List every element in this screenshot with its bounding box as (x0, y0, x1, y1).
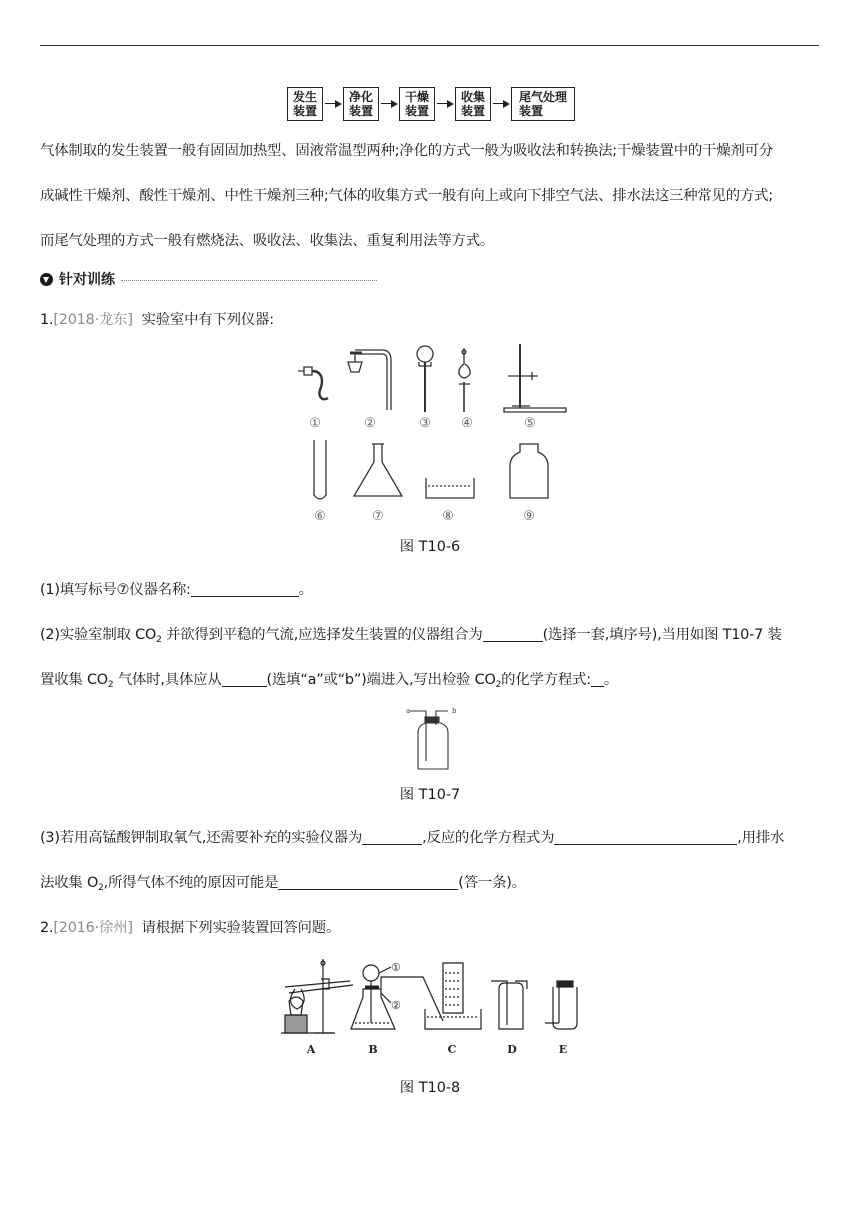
apparatus-3-icon (417, 346, 433, 412)
dotted-leader (121, 280, 377, 281)
figure-label: A (306, 1043, 316, 1056)
question-1-stem (40, 310, 822, 330)
apparatus-4-icon (459, 348, 470, 412)
apparatus-7-icon (354, 444, 402, 496)
flow-box-generation: 发生 装置 (287, 87, 323, 121)
apparatus-label: ② (364, 416, 376, 431)
apparatus-9-icon (510, 444, 548, 498)
flow-box-tail-gas: 尾气处理 装置 (511, 87, 575, 121)
flow-arrow-icon (379, 98, 399, 110)
figure-caption: 图 T10-8 (399, 1080, 461, 1096)
question-1-part-2-line-1: (2)实验室制取 $CO_2$ 并欲得到平稳的气流,应选择发生装置的仪器组合为 (选择一套,填序号),当用如图 T10-7 装 (40, 627, 782, 645)
question-number: 1. (40, 312, 54, 328)
section-heading (40, 269, 377, 289)
section-title: 针对训练 (59, 272, 115, 288)
figure-label: C (447, 1043, 457, 1056)
apparatus-label: ④ (461, 416, 473, 431)
flow-arrow-icon (435, 98, 455, 110)
answer-blank[interactable] (591, 671, 604, 687)
apparatus-label: ⑧ (442, 509, 454, 524)
question-2-stem (40, 918, 822, 938)
apparatus-5-icon (504, 344, 566, 412)
flow-arrow-icon (491, 98, 511, 110)
apparatus-label: ⑥ (314, 509, 326, 524)
intro-line-1: 气体制取的发生装置一般有固固加热型、固液常温型两种;净化的方式一般为吸收法和转换法;干燥装置中的干燥剂可分 (40, 143, 774, 159)
flow-arrow-icon (323, 98, 343, 110)
apparatus-b-icon (351, 961, 443, 1029)
apparatus-6-icon (314, 440, 326, 499)
answer-blank[interactable] (362, 829, 422, 845)
figure-label: E (558, 1043, 568, 1056)
question-1-part-3-line-1: (3)若用高锰酸钾制取氧气,还需要补充的实验仪器为 ,反应的化学方程式为 ,用排水 (40, 830, 785, 846)
question-text: 请根据下列实验装置回答问题。 (141, 920, 341, 936)
triangle-bullet-icon (40, 273, 53, 286)
intro-line-3: 而尾气处理的方式一般有燃烧法、吸收法、收集法、重复利用法等方式。 (40, 233, 495, 249)
question-source: [2016·徐州] (53, 920, 133, 936)
apparatus-a-icon (281, 959, 353, 1033)
answer-blank[interactable] (483, 626, 543, 642)
question-1-part-3-line-2: 法收集 $O_2$,所得气体不纯的原因可能是 (答一条)。 (40, 875, 526, 893)
flow-box-drying: 干燥 装置 (399, 87, 435, 121)
intro-line-2: 成碱性干燥剂、酸性干燥剂、中性干燥剂三种;气体的收集方式一般有向上或向下排空气法、排水法这三种常见的方式; (40, 188, 774, 204)
apparatus-1-icon (298, 367, 328, 399)
figure-caption: 图 T10-7 (399, 787, 461, 803)
svg-text:a: a (406, 707, 411, 715)
answer-blank[interactable] (554, 829, 737, 845)
question-source: [2018·龙东] (53, 312, 133, 328)
apparatus-8-icon (426, 478, 474, 498)
gas-bottle-figure-t10-7 (402, 705, 462, 775)
header-rule (40, 45, 819, 46)
apparatus-figure-t10-6 (282, 340, 582, 525)
figure-label: D (507, 1043, 517, 1056)
question-1-part-2-line-2: 置收集 $CO_2$ 气体时,具体应从 (选填“a”或“b”)端进入,写出检验 $CO_2$的化学方程式: 。 (40, 672, 619, 690)
apparatus-e-icon (545, 981, 577, 1029)
svg-text:②: ② (391, 999, 401, 1012)
question-text: 实验室中有下列仪器: (141, 312, 274, 328)
flow-box-collection: 收集 装置 (455, 87, 491, 121)
process-flow-diagram (287, 85, 575, 123)
question-1-part-1: (1)填写标号⑦仪器名称: 。 (40, 582, 313, 598)
svg-text:b: b (452, 707, 457, 715)
apparatus-label: ⑦ (372, 509, 384, 524)
figure-caption: 图 T10-6 (399, 539, 461, 555)
apparatus-2-icon (348, 350, 391, 410)
apparatus-figure-t10-8 (275, 953, 595, 1063)
answer-blank[interactable] (222, 671, 267, 687)
answer-blank[interactable] (278, 874, 458, 890)
question-number: 2. (40, 920, 54, 936)
answer-blank[interactable] (191, 581, 299, 597)
apparatus-label: ⑤ (524, 416, 536, 431)
apparatus-label: ③ (419, 416, 431, 431)
apparatus-label: ⑨ (523, 509, 535, 524)
apparatus-c-icon (425, 963, 481, 1029)
svg-text:①: ① (391, 961, 401, 974)
flow-box-purification: 净化 装置 (343, 87, 379, 121)
figure-label: B (368, 1043, 378, 1056)
apparatus-d-icon (491, 981, 527, 1029)
apparatus-label: ① (309, 416, 321, 431)
